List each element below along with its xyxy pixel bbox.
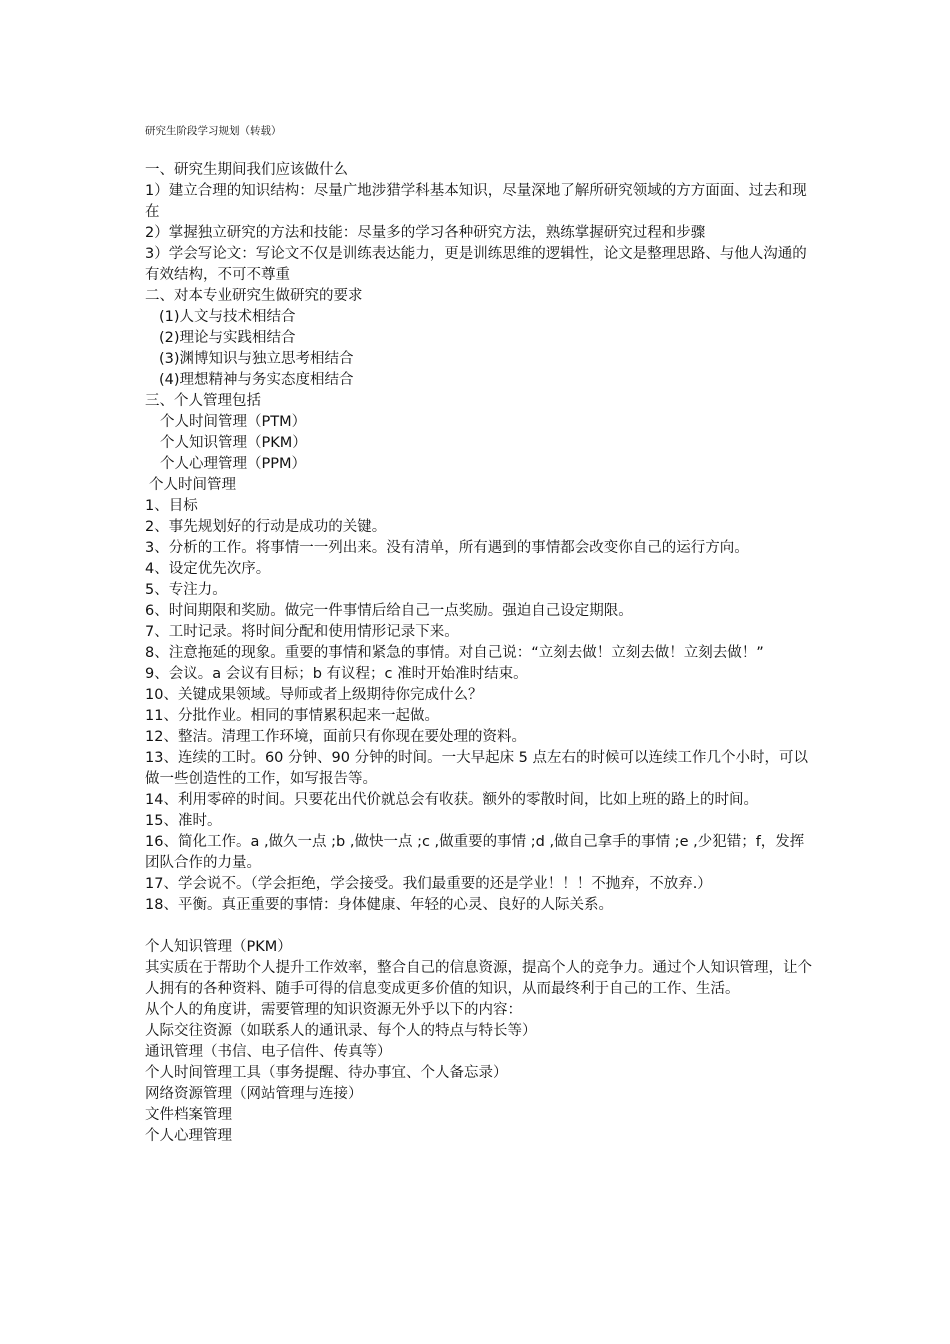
pkm-item-3: 个人时间管理工具（事务提醒、待办事宜、个人备忘录） (145, 1065, 508, 1081)
ptm-item-13: 13、连续的工时。60 分钟、90 分钟的时间。一大早起床 5 点左右的时候可以连续工作几个小时，可以做一些创造性的工作，如写报告等。 (145, 750, 809, 787)
ptm-heading: 个人时间管理 (149, 477, 236, 493)
section1-heading: 一、研究生期间我们应该做什么 (145, 162, 348, 178)
section3-item-ptm: 个人时间管理（PTM） (160, 414, 307, 430)
section1-item-3: 3）学会写论文：写论文不仅是训练表达能力，更是训练思维的逻辑性，论文是整理思路、与他人沟通的有效结构，不可不尊重 (145, 246, 807, 283)
section3-item-pkm: 个人知识管理（PKM） (160, 435, 307, 451)
ppm-heading: 个人心理管理 (145, 1128, 232, 1144)
section2-item-1: (1)人文与技术相结合 (159, 309, 296, 325)
ptm-item-9: 9、会议。a 会议有目标；b 有议程；c 准时开始准时结束。 (145, 666, 528, 682)
ptm-item-10: 10、关键成果领域。导师或者上级期待你完成什么？ (145, 687, 483, 703)
pkm-item-5: 文件档案管理 (145, 1107, 232, 1123)
pkm-heading: 个人知识管理（PKM） (145, 939, 292, 955)
ptm-item-2: 2、事先规划好的行动是成功的关键。 (145, 519, 387, 535)
section3-heading: 三、个人管理包括 (145, 393, 261, 409)
ptm-item-14: 14、利用零碎的时间。只要花出代价就总会有收获。额外的零散时间，比如上班的路上的时间。 (145, 792, 758, 808)
ptm-item-1: 1、目标 (145, 498, 198, 514)
blank-line (145, 916, 815, 937)
section1-item-2: 2）掌握独立研究的方法和技能：尽量多的学习各种研究方法，熟练掌握研究过程和步骤 (145, 225, 706, 241)
section2-item-3: (3)渊博知识与独立思考相结合 (159, 351, 354, 367)
pkm-paragraph-1: 其实质在于帮助个人提升工作效率，整合自己的信息资源，提高个人的竞争力。通过个人知识管理，让个人拥有的各种资料、随手可得的信息变成更多价值的知识，从而最终利于自己的工作、生活。 (145, 960, 812, 997)
section3-item-ppm: 个人心理管理（PPM） (160, 456, 306, 472)
ptm-item-3: 3、分析的工作。将事情一一列出来。没有清单，所有遇到的事情都会改变你自己的运行方向。 (145, 540, 749, 556)
ptm-item-7: 7、工时记录。将时间分配和使用情形记录下来。 (145, 624, 459, 640)
ptm-item-16: 16、简化工作。a ,做久一点 ;b ,做快一点 ;c ,做重要的事情 ;d ,做自己拿手的事情 ;e ,少犯错；f，发挥团队合作的力量。 (145, 834, 805, 871)
ptm-item-6: 6、时间期限和奖励。做完一件事情后给自己一点奖励。强迫自己设定期限。 (145, 603, 633, 619)
ptm-item-8: 8、注意拖延的现象。重要的事情和紧急的事情。对自己说：“立刻去做！立刻去做！立刻去做！” (145, 645, 764, 661)
pkm-item-1: 人际交往资源（如联系人的通讯录、每个人的特点与特长等） (145, 1023, 537, 1039)
section2-item-4: (4)理想精神与务实态度相结合 (159, 372, 354, 388)
section2-heading: 二、对本专业研究生做研究的要求 (145, 288, 363, 304)
document-content (145, 124, 815, 1147)
ptm-item-5: 5、专注力。 (145, 582, 227, 598)
pkm-item-4: 网络资源管理（网站管理与连接） (145, 1086, 363, 1102)
pkm-item-2: 通讯管理（书信、电子信件、传真等） (145, 1044, 392, 1060)
document-title: 研究生阶段学习规划（转载） (145, 125, 282, 137)
section1-item-1: 1）建立合理的知识结构：尽量广地涉猎学科基本知识，尽量深地了解所研究领域的方方面面、过去和现在 (145, 183, 807, 220)
ptm-item-15: 15、准时。 (145, 813, 222, 829)
section2-item-2: (2)理论与实践相结合 (159, 330, 296, 346)
ptm-item-11: 11、分批作业。相同的事情累积起来一起做。 (145, 708, 439, 724)
ptm-item-12: 12、整洁。清理工作环境，面前只有你现在要处理的资料。 (145, 729, 526, 745)
ptm-item-4: 4、设定优先次序。 (145, 561, 271, 577)
ptm-item-17: 17、学会说不。（学会拒绝，学会接受。我们最重要的还是学业！！！不抛弃，不放弃.） (145, 876, 712, 892)
ptm-item-18: 18、平衡。真正重要的事情：身体健康、年轻的心灵、良好的人际关系。 (145, 897, 613, 913)
pkm-paragraph-2: 从个人的角度讲，需要管理的知识资源无外乎以下的内容： (145, 1002, 522, 1018)
